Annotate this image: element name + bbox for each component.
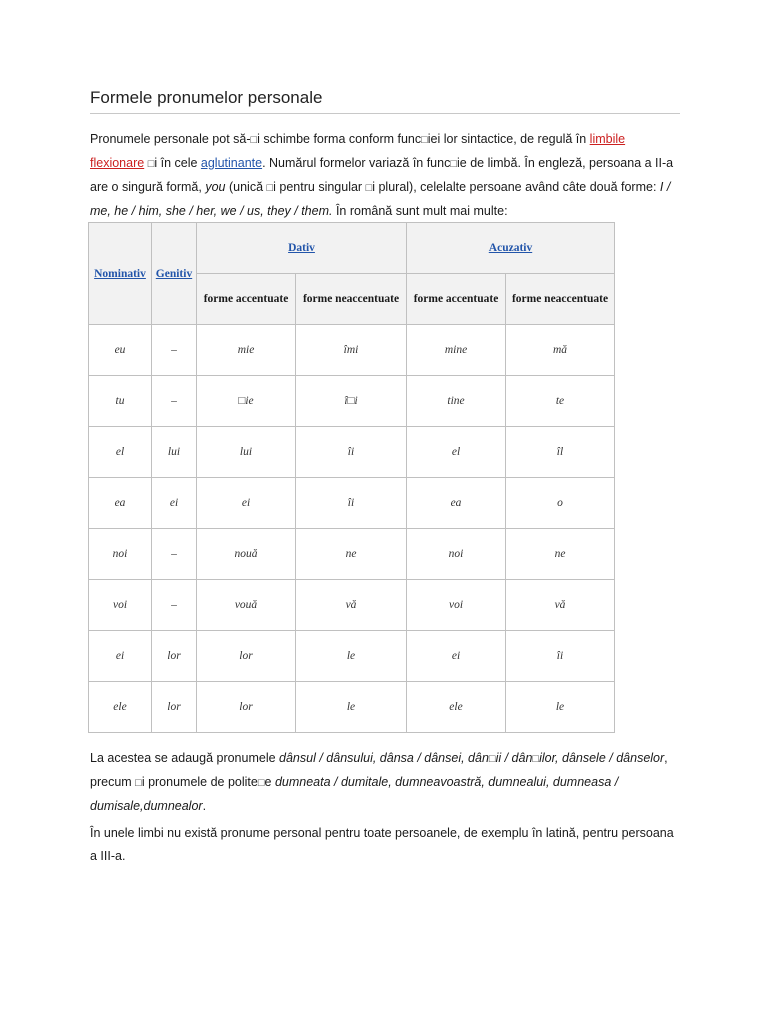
missing-glyph: □ <box>532 753 540 765</box>
table-cell: îi <box>296 478 407 529</box>
link-dativ[interactable]: Dativ <box>288 242 315 254</box>
table-cell: – <box>152 529 197 580</box>
table-cell: ei <box>407 631 506 682</box>
table-row <box>89 478 615 529</box>
link-genitiv[interactable]: Genitiv <box>155 267 193 280</box>
missing-glyph: □ <box>450 158 457 170</box>
intro-paragraph <box>90 128 680 223</box>
table-row <box>89 580 615 631</box>
text-run: . Numărul formelor variază în func <box>262 156 451 170</box>
table-header-row <box>89 223 615 274</box>
header-dativ-neaccentuate: forme neaccentuate <box>296 274 407 325</box>
table-body <box>89 325 615 733</box>
table-cell: – <box>152 376 197 427</box>
table-row <box>89 427 615 478</box>
table-cell: – <box>152 580 197 631</box>
text-run: i pronumele de polite <box>141 775 258 789</box>
text-run: i în cele <box>154 156 201 170</box>
table-cell: voi <box>89 580 152 631</box>
pronoun-table <box>88 222 615 733</box>
header-acuzativ-accentuate: forme accentuate <box>407 274 506 325</box>
table-cell: mie <box>197 325 296 376</box>
text-run: (unică <box>225 180 267 194</box>
missing-glyph: □ <box>147 158 155 170</box>
table-cell: îi <box>296 427 407 478</box>
missing-glyph: □ <box>365 182 373 194</box>
header-nominativ <box>89 223 152 325</box>
table-cell: – <box>152 325 197 376</box>
text-run: iei lor sintactice, de regulă în <box>427 132 590 146</box>
text-run: ie de limbă. În engleză, persoana a II-a are o singură formă, <box>90 156 674 194</box>
text-run: i plural), celelalte persoane având câte două forme: <box>372 180 660 194</box>
link-acuzativ[interactable]: Acuzativ <box>488 242 533 254</box>
header-acuzativ <box>407 223 615 274</box>
table-cell: le <box>296 631 407 682</box>
link-nominativ[interactable]: Nominativ <box>94 267 146 280</box>
table-cell: le <box>506 682 615 733</box>
table-cell: mă <box>506 325 615 376</box>
link-limbile-flexionare[interactable]: limbile flexionare <box>90 132 626 170</box>
missing-glyph: □ <box>266 182 274 194</box>
text-run: i pentru singular <box>273 180 366 194</box>
text-run: Pronumele personale pot să- <box>90 132 251 146</box>
table-cell: lor <box>152 682 197 733</box>
table-cell: lui <box>197 427 296 478</box>
header-dativ <box>197 223 407 274</box>
table-cell: îi <box>506 631 615 682</box>
italic-run: ii / dân <box>495 751 533 765</box>
italic-run: dânsul / dânsului, dânsa / dânsei, dân <box>279 751 489 765</box>
table-cell: eu <box>89 325 152 376</box>
table-cell: o <box>506 478 615 529</box>
table-cell: ne <box>296 529 407 580</box>
table-cell: noi <box>89 529 152 580</box>
table-cell: el <box>407 427 506 478</box>
table-row <box>89 376 615 427</box>
table-cell: îl <box>506 427 615 478</box>
table-cell: îmi <box>296 325 407 376</box>
table-cell: vouă <box>197 580 296 631</box>
table-cell: ele <box>407 682 506 733</box>
missing-glyph: □ <box>135 777 142 789</box>
table-cell: ea <box>89 478 152 529</box>
italic-examples: I / me, he / him, she / her, we / us, they / them. <box>90 180 671 218</box>
table-cell: □ie <box>197 376 296 427</box>
header-acuzativ-neaccentuate: forme neaccentuate <box>506 274 615 325</box>
table-row <box>89 682 615 733</box>
table-cell: el <box>89 427 152 478</box>
second-paragraph <box>90 747 680 818</box>
table-cell: vă <box>506 580 615 631</box>
table-cell: vă <box>296 580 407 631</box>
table-cell: mine <box>407 325 506 376</box>
table-cell: te <box>506 376 615 427</box>
table-row <box>89 631 615 682</box>
missing-glyph: □ <box>421 134 428 146</box>
table-cell: voi <box>407 580 506 631</box>
table-cell: ele <box>89 682 152 733</box>
italic-run: dumneata / dumitale, dumneavoastră, dumnealui, dumneasa / dumisale,dumnealor <box>90 775 619 813</box>
table-row <box>89 325 615 376</box>
table-cell: ei <box>89 631 152 682</box>
italic-you: you <box>205 180 226 194</box>
text-run: . <box>202 799 207 813</box>
page-title: Formele pronumelor personale <box>90 88 680 114</box>
table-cell: lui <box>152 427 197 478</box>
table-cell: noi <box>407 529 506 580</box>
missing-glyph: □ <box>488 753 496 765</box>
third-paragraph: În unele limbi nu există pronume personal pentru toate persoanele, de exemplu în latină, pentru persoana a III-a. <box>90 826 674 863</box>
text-run: , precum <box>90 751 668 789</box>
missing-glyph: □ <box>250 134 258 146</box>
header-genitiv <box>152 223 197 325</box>
table-cell: lor <box>197 631 296 682</box>
link-aglutinante[interactable]: aglutinante <box>200 156 263 170</box>
header-dativ-accentuate: forme accentuate <box>197 274 296 325</box>
table-row <box>89 529 615 580</box>
table-cell: tine <box>407 376 506 427</box>
missing-glyph: □ <box>257 777 265 789</box>
table-cell: ne <box>506 529 615 580</box>
table-cell: le <box>296 682 407 733</box>
table-cell: nouă <box>197 529 296 580</box>
text-run: i schimbe forma conform func <box>257 132 422 146</box>
table-cell: lor <box>152 631 197 682</box>
table-cell: ea <box>407 478 506 529</box>
text-run: În română sunt mult mai multe: <box>332 204 508 218</box>
text-run: La acestea se adaugă pronumele <box>90 751 280 765</box>
table-cell: ei <box>197 478 296 529</box>
table-cell: ei <box>152 478 197 529</box>
italic-run: ilor, dânsele / dânselor <box>539 751 665 765</box>
text-run: e <box>264 775 275 789</box>
table-cell: î□i <box>296 376 407 427</box>
table-cell: tu <box>89 376 152 427</box>
table-cell: lor <box>197 682 296 733</box>
